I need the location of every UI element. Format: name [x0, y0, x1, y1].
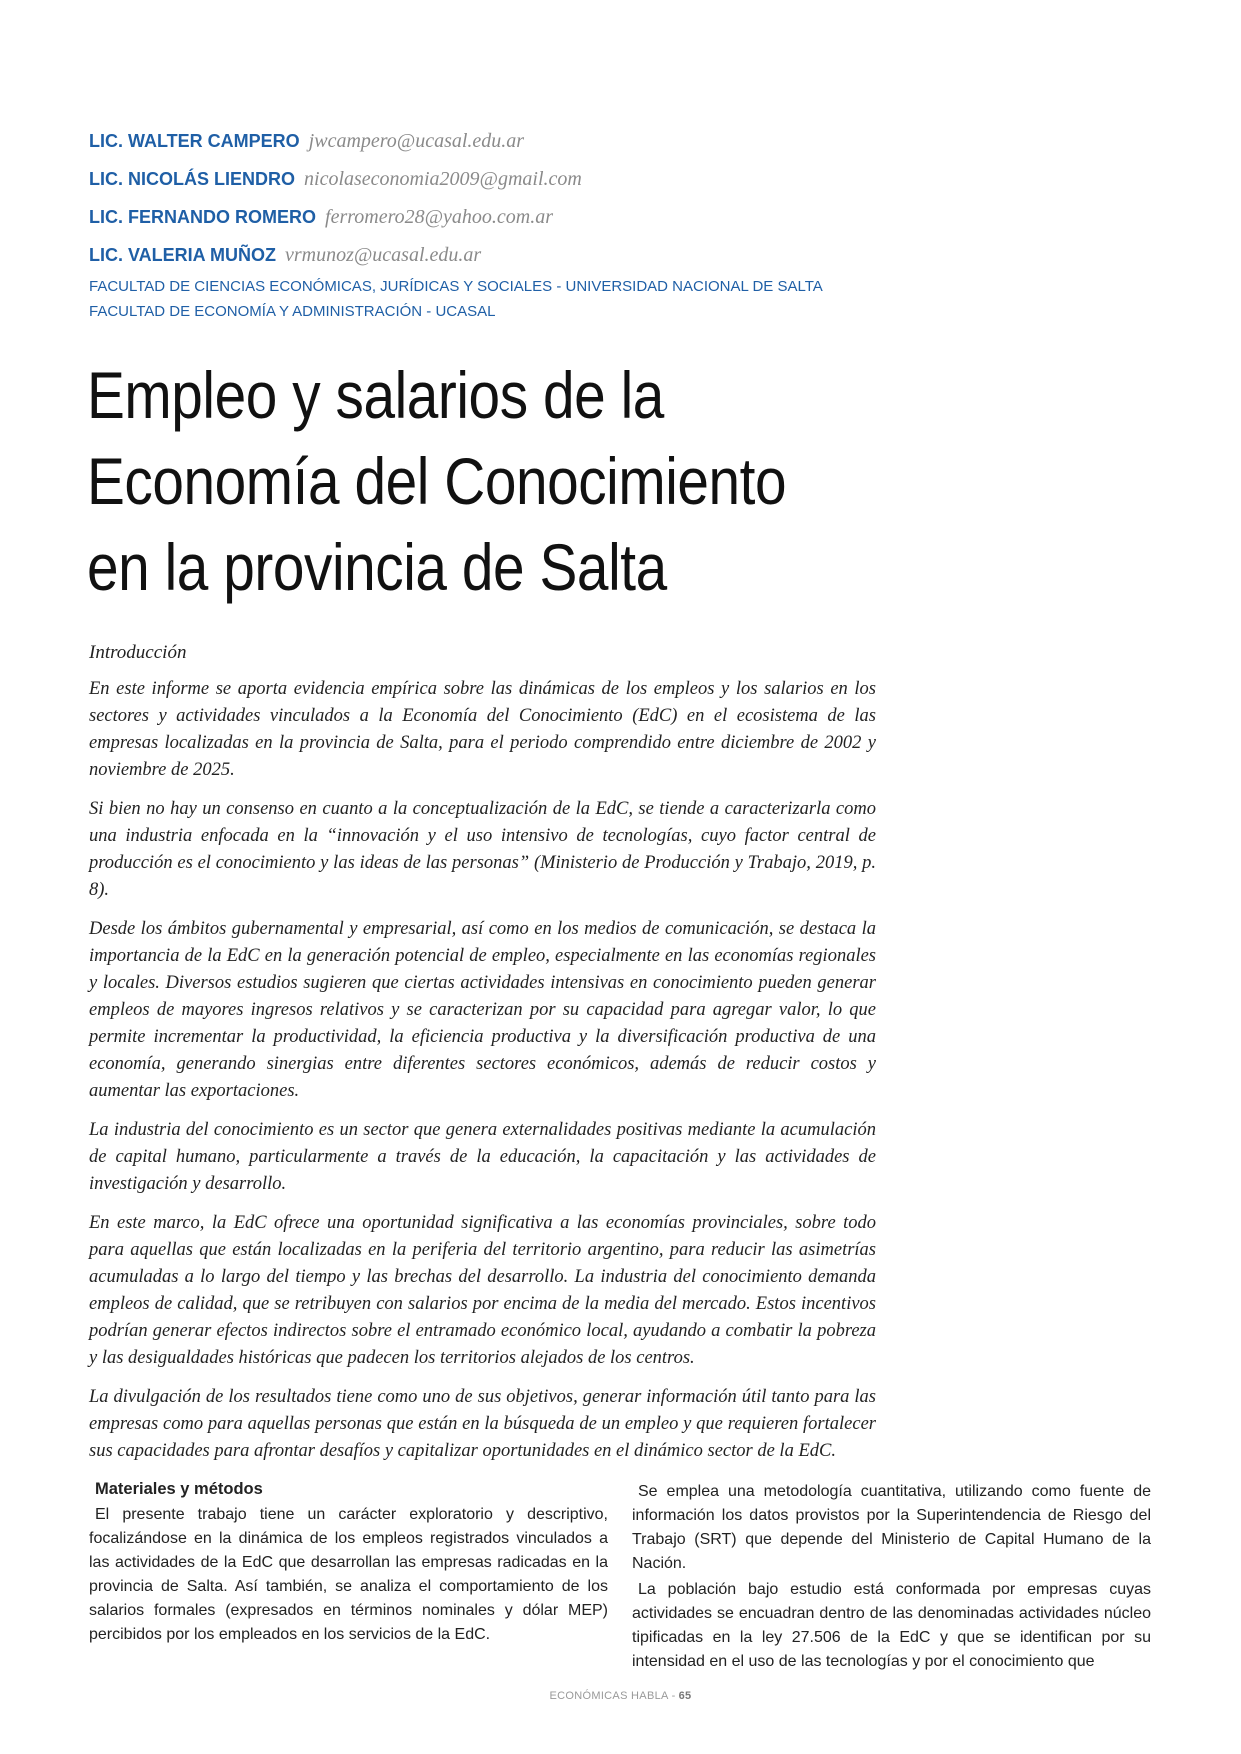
- footer-separator: -: [671, 1690, 676, 1702]
- intro-paragraph: En este informe se aporta evidencia empírica sobre las dinámicas de los empleos y los salarios en los sectores y actividades vinculados a la Economía del Conocimiento (EdC) en el ecosistema de las empresas localizadas en la provincia de Salta, para el periodo comprendido entre diciembre de 2002 y noviembre de 2025.: [89, 679, 876, 780]
- author-name: LIC. FERNANDO ROMERO: [89, 207, 316, 227]
- author-email: ferromero28@yahoo.com.ar: [325, 206, 554, 228]
- author-line: [89, 198, 989, 236]
- author-email: jwcampero@ucasal.edu.ar: [308, 130, 525, 152]
- author-name: LIC. WALTER CAMPERO: [89, 131, 300, 151]
- methods-left-column: [89, 1480, 608, 1649]
- introduction-heading: Introducción: [89, 642, 187, 663]
- title-line: Economía del Conocimiento: [87, 444, 787, 518]
- author-list: [89, 122, 989, 274]
- affiliation-line: FACULTAD DE ECONOMÍA Y ADMINISTRACIÓN - UCASAL: [89, 303, 496, 320]
- author-email: vrmunoz@ucasal.edu.ar: [285, 244, 482, 266]
- affiliation-block: [89, 274, 989, 324]
- title-line: en la provincia de Salta: [87, 530, 667, 604]
- intro-paragraph: Si bien no hay un consenso en cuanto a la conceptualización de la EdC, se tiende a caracterizarla como una industria enfocada en la “innovación y el uso intensivo de tecnologías, cuyo factor central de producción es el conocimiento y las ideas de las personas” (Ministerio de Producción y Trabajo, 2019, p. 8).: [89, 799, 876, 900]
- affiliation-line: FACULTAD DE CIENCIAS ECONÓMICAS, JURÍDICAS Y SOCIALES - UNIVERSIDAD NACIONAL DE SALTA: [89, 278, 823, 295]
- journal-name: ECONÓMICAS HABLA: [549, 1690, 669, 1702]
- intro-paragraph: La divulgación de los resultados tiene como uno de sus objetivos, generar información útil tanto para las empresas como para aquellas personas que están en la búsqueda de un empleo y que requieren fortalecer sus capacidades para afrontar desafíos y capitalizar oportunidades en el dinámico sector de la EdC.: [89, 1387, 876, 1461]
- title-line: Empleo y salarios de la: [87, 358, 664, 432]
- author-line: [89, 236, 989, 274]
- methods-right-column: [632, 1480, 1151, 1676]
- author-email: nicolaseconomia2009@gmail.com: [304, 168, 582, 190]
- methods-paragraph: El presente trabajo tiene un carácter exploratorio y descriptivo, focalizándose en la dinámica de los empleos registrados vinculados a las actividades de la EdC que desarrollan las empresas radicadas en la provincia de Salta. Así también, se analiza el comportamiento de los salarios formales (expresados en términos nominales y dólar MEP) percibidos por los empleados en los servicios de la EdC.: [89, 1506, 608, 1643]
- intro-paragraph: En este marco, la EdC ofrece una oportunidad significativa a las economías provinciales, sobre todo para aquellas que están localizadas en la periferia del territorio argentino, para reducir las asimetrías acumuladas a lo largo del tiempo y las brechas del desarrollo. La industria del conocimiento demanda empleos de calidad, que se retribuyen con salarios por encima de la media del mercado. Estos incentivos podrían generar efectos indirectos sobre el entramado económico local, ayudando a combatir la pobreza y las desigualdades históricas que padecen los territorios alejados de los centros.: [89, 1213, 876, 1368]
- page-number: 65: [678, 1690, 692, 1702]
- author-line: [89, 122, 989, 160]
- page-footer: [0, 1690, 1241, 1702]
- methods-heading: Materiales y métodos: [95, 1480, 263, 1498]
- methods-paragraph: La población bajo estudio está conformada por empresas cuyas actividades se encuadran dentro de las denominadas actividades núcleo tipificadas en la ley 27.506 de la EdC y que se identifican por su intensidad en el uso de las tecnologías y por el conocimiento que: [632, 1581, 1151, 1670]
- author-name: LIC. NICOLÁS LIENDRO: [89, 169, 295, 189]
- intro-paragraph: Desde los ámbitos gubernamental y empresarial, así como en los medios de comunicación, se destaca la importancia de la EdC en la generación potencial de empleo, especialmente en las economías regionales y locales. Diversos estudios sugieren que ciertas actividades intensivas en conocimiento pueden generar empleos de mayores ingresos relativos y se caracterizan por su capacidad para agregar valor, lo que permite incrementar la productividad, la eficiencia productiva y la diversificación productiva de una economía, generando sinergias entre diferentes sectores económicos, además de reducir costos y aumentar las exportaciones.: [89, 919, 876, 1101]
- author-line: [89, 160, 989, 198]
- author-name: LIC. VALERIA MUÑOZ: [89, 245, 276, 265]
- article-title: [87, 352, 861, 610]
- intro-paragraph: La industria del conocimiento es un sector que genera externalidades positivas mediante la acumulación de capital humano, particularmente a través de la educación, la capacitación y las actividades de investigación y desarrollo.: [89, 1120, 876, 1194]
- methods-paragraph: Se emplea una metodología cuantitativa, utilizando como fuente de información los datos provistos por la Superintendencia de Riesgo del Trabajo (SRT) que depende del Ministerio de Capital Humano de la Nación.: [632, 1483, 1151, 1572]
- introduction-section: [89, 642, 876, 1477]
